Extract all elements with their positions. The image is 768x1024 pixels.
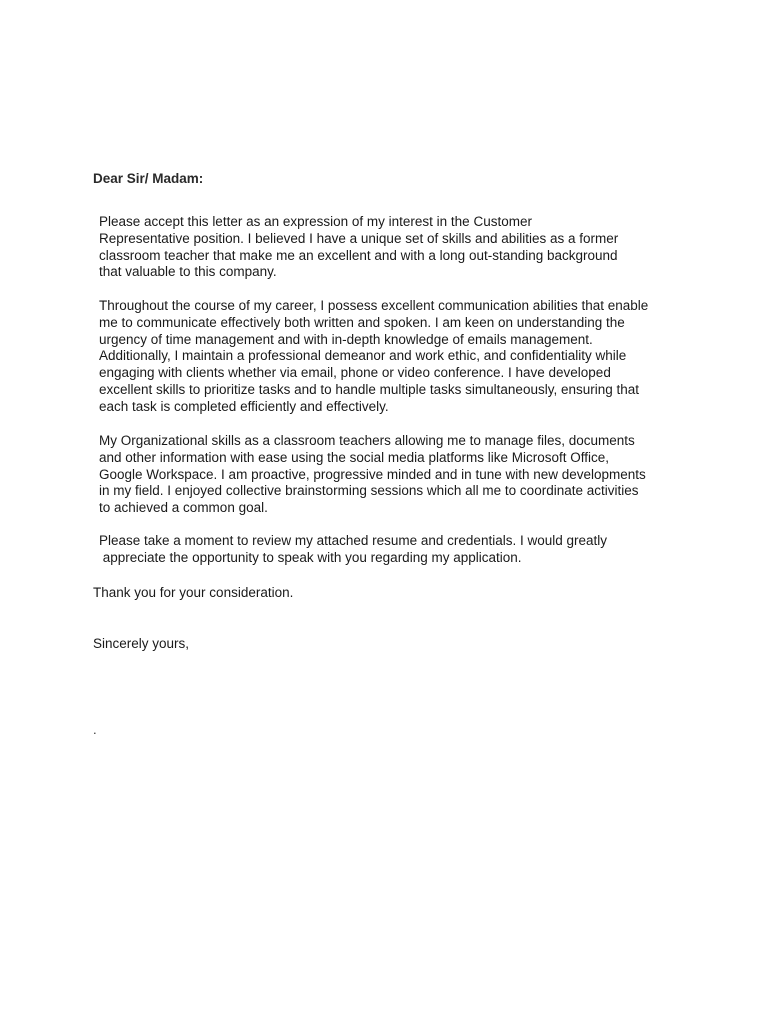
paragraph-line: me to communicate effectively both written and spoken. I am keen on understanding the xyxy=(99,314,625,330)
trailing-mark: . xyxy=(93,722,97,737)
paragraph-line: My Organizational skills as a classroom teachers allowing me to manage files, documents xyxy=(99,433,635,448)
paragraph-organizational xyxy=(99,433,646,517)
paragraph-line: classroom teacher that make me an excellent and with a long out-standing background xyxy=(99,247,618,263)
paragraph-line: appreciate the opportunity to speak with you regarding my application. xyxy=(99,549,522,565)
thanks-line: Thank you for your consideration. xyxy=(93,585,294,600)
paragraph-line: excellent skills to prioritize tasks and to handle multiple tasks simultaneously, ensuring that xyxy=(99,381,640,397)
paragraph-line: Google Workspace. I am proactive, progressive minded and in tune with new developments xyxy=(99,466,646,482)
paragraph-line: each task is completed efficiently and effectively. xyxy=(99,398,389,414)
signoff: Sincerely yours, xyxy=(93,636,190,651)
paragraph-line: Throughout the course of my career, I possess excellent communication abilities that enable xyxy=(99,298,649,313)
paragraph-line: urgency of time management and with in-depth knowledge of emails management. xyxy=(99,331,593,347)
paragraph-line: in my field. I enjoyed collective brainstorming sessions which all me to coordinate activities xyxy=(99,483,639,499)
paragraph-interest xyxy=(99,214,618,281)
paragraph-line: that valuable to this company. xyxy=(99,264,277,280)
paragraph-review xyxy=(99,533,607,567)
paragraph-line: Please take a moment to review my attached resume and credentials. I would greatly xyxy=(99,533,608,548)
paragraph-line: Representative position. I believed I have a unique set of skills and abilities as a former xyxy=(99,230,619,246)
paragraph-line: engaging with clients whether via email, phone or video conference. I have developed xyxy=(99,365,611,381)
paragraph-career xyxy=(99,298,648,416)
paragraph-line: and other information with ease using the social media platforms like Microsoft Office, xyxy=(99,449,609,465)
paragraph-line: Additionally, I maintain a professional demeanor and work ethic, and confidentiality while xyxy=(99,348,627,364)
paragraph-line: Please accept this letter as an expression of my interest in the Customer xyxy=(99,214,532,229)
paragraph-line: to achieved a common goal. xyxy=(99,500,268,516)
salutation: Dear Sir/ Madam: xyxy=(93,171,204,186)
